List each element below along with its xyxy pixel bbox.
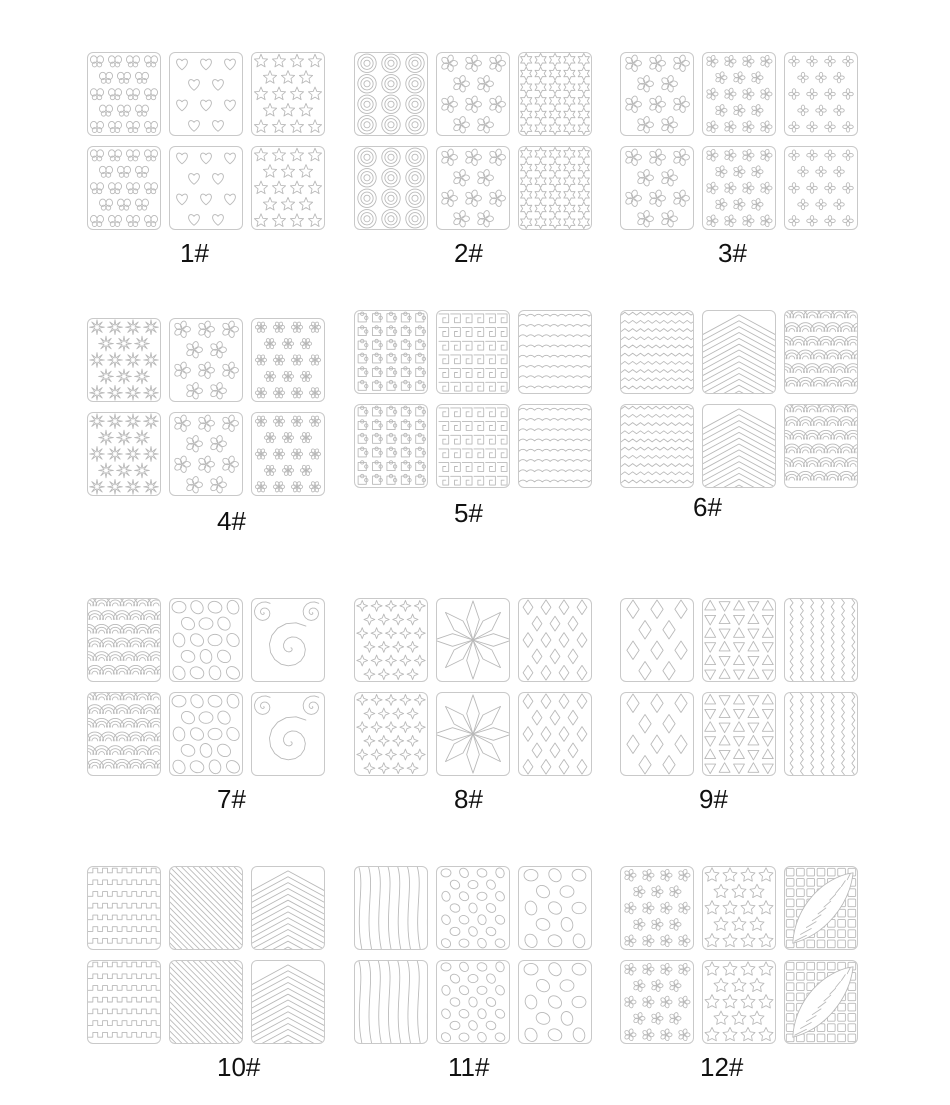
stencil-maple-leaves bbox=[702, 866, 776, 950]
leaf-pattern-icon bbox=[355, 599, 427, 681]
stencil-grid bbox=[620, 52, 860, 236]
star-pattern-icon bbox=[252, 147, 324, 229]
flower-pattern-icon bbox=[170, 319, 242, 401]
stencil-grid bbox=[354, 310, 594, 494]
stencil-diagonal-lines bbox=[169, 866, 243, 950]
chevron-pattern-icon bbox=[252, 961, 324, 1043]
triangle-pattern-icon bbox=[703, 693, 775, 775]
stencil-butterflies bbox=[87, 52, 161, 136]
stencil-floral-blobs bbox=[169, 598, 243, 682]
flower-pattern-icon bbox=[621, 147, 693, 229]
chevron-pattern-icon bbox=[703, 311, 775, 393]
stencil-floral-blobs bbox=[169, 692, 243, 776]
wood-grain-pattern-icon bbox=[355, 961, 427, 1043]
stencil-chevrons bbox=[251, 960, 325, 1044]
stencil-triangles bbox=[702, 598, 776, 682]
set-label: 8# bbox=[454, 784, 483, 814]
pebble-pattern-icon bbox=[519, 867, 591, 949]
stencil-hearts bbox=[169, 146, 243, 230]
set-label: 9# bbox=[699, 784, 728, 814]
stencil-circle-flowers bbox=[784, 52, 858, 136]
chevron-pattern-icon bbox=[252, 867, 324, 949]
stone-pattern-icon bbox=[437, 961, 509, 1043]
stencil-grid-leaf bbox=[784, 866, 858, 950]
stencil-puzzle bbox=[354, 404, 428, 488]
lattice-pattern-icon bbox=[519, 53, 591, 135]
flower-pattern-icon bbox=[437, 53, 509, 135]
floral-blob-pattern-icon bbox=[170, 693, 242, 775]
stencil-diamonds bbox=[518, 598, 592, 682]
stencil-roses bbox=[354, 146, 428, 230]
stencil-blossoms bbox=[620, 866, 694, 950]
stencil-steps bbox=[87, 960, 161, 1044]
daisy-pattern-icon bbox=[252, 319, 324, 401]
stencil-flowers bbox=[620, 52, 694, 136]
geometric-flower-pattern-icon bbox=[437, 693, 509, 775]
stencil-set-1[interactable] bbox=[87, 52, 337, 282]
stencil-set-6[interactable] bbox=[620, 310, 870, 540]
heart-pattern-icon bbox=[170, 147, 242, 229]
butterfly-pattern-icon bbox=[88, 53, 160, 135]
geometric-flower-pattern-icon bbox=[437, 599, 509, 681]
stencil-pebbles bbox=[518, 866, 592, 950]
set-label: 7# bbox=[217, 784, 246, 814]
stencil-seigaiha bbox=[87, 692, 161, 776]
stencil-set-11[interactable] bbox=[354, 866, 604, 1096]
stencil-leaves bbox=[354, 692, 428, 776]
stencil-greek-key bbox=[436, 310, 510, 394]
set-label: 12# bbox=[700, 1052, 744, 1082]
diamond-pattern-icon bbox=[519, 599, 591, 681]
stencil-lattice bbox=[518, 52, 592, 136]
stencil-snowflakes bbox=[87, 412, 161, 496]
flower-pattern-icon bbox=[170, 413, 242, 495]
wave-pattern-icon bbox=[519, 311, 591, 393]
snowflake-pattern-icon bbox=[88, 413, 160, 495]
stencil-diagonal-lines bbox=[169, 960, 243, 1044]
stencil-set-3[interactable] bbox=[620, 52, 870, 282]
zigzag-block-pattern-icon bbox=[621, 311, 693, 393]
daisy-pattern-icon bbox=[252, 413, 324, 495]
maple-leaf-pattern-icon bbox=[703, 961, 775, 1043]
zigzag-pattern-icon bbox=[785, 599, 857, 681]
heart-pattern-icon bbox=[170, 53, 242, 135]
pebble-pattern-icon bbox=[519, 961, 591, 1043]
swirl-pattern-icon bbox=[252, 693, 324, 775]
stencil-grid bbox=[620, 598, 860, 782]
stencil-grid bbox=[87, 52, 327, 236]
stencil-zigzag bbox=[784, 598, 858, 682]
stencil-set-12[interactable] bbox=[620, 866, 870, 1096]
snowflake-pattern-icon bbox=[88, 319, 160, 401]
floral-blob-pattern-icon bbox=[170, 599, 242, 681]
stencil-greek-key bbox=[436, 404, 510, 488]
stencil-seigaiha bbox=[87, 598, 161, 682]
stencil-zigzag-blocks bbox=[620, 404, 694, 488]
stencil-puzzle bbox=[354, 310, 428, 394]
stencil-swirls bbox=[251, 692, 325, 776]
step-pattern-icon bbox=[88, 867, 160, 949]
set-label: 6# bbox=[693, 492, 722, 522]
stencil-wood-grain bbox=[354, 960, 428, 1044]
stencil-geometric-flower bbox=[436, 598, 510, 682]
stencil-flowers bbox=[620, 146, 694, 230]
stone-pattern-icon bbox=[437, 867, 509, 949]
stencil-stones bbox=[436, 866, 510, 950]
stencil-grid bbox=[87, 598, 327, 782]
grid-leaf-pattern-icon bbox=[785, 961, 857, 1043]
wood-grain-pattern-icon bbox=[355, 867, 427, 949]
flower-pattern-icon bbox=[437, 147, 509, 229]
circle-flower-pattern-icon bbox=[785, 147, 857, 229]
stencil-flowers bbox=[436, 52, 510, 136]
greek-key-pattern-icon bbox=[437, 311, 509, 393]
stencil-stones bbox=[436, 960, 510, 1044]
set-label: 4# bbox=[217, 506, 246, 536]
stencil-blossoms bbox=[702, 52, 776, 136]
stencil-grid bbox=[87, 318, 327, 502]
stencil-grid bbox=[354, 52, 594, 236]
stencil-triangles bbox=[702, 692, 776, 776]
zigzag-block-pattern-icon bbox=[621, 405, 693, 487]
stencil-grid-leaf bbox=[784, 960, 858, 1044]
stencil-daisies bbox=[251, 412, 325, 496]
stencil-zigzag bbox=[784, 692, 858, 776]
stencil-waves bbox=[518, 310, 592, 394]
stencil-set-10[interactable] bbox=[87, 866, 337, 1096]
diagonal-line-pattern-icon bbox=[170, 961, 242, 1043]
swirl-pattern-icon bbox=[252, 599, 324, 681]
blossom-pattern-icon bbox=[703, 147, 775, 229]
blossom-pattern-icon bbox=[621, 961, 693, 1043]
stencil-maple-leaves bbox=[702, 960, 776, 1044]
puzzle-pattern-icon bbox=[355, 405, 427, 487]
stencil-chevron bbox=[702, 310, 776, 394]
stencil-grid bbox=[620, 310, 860, 494]
stencil-set-8[interactable] bbox=[354, 598, 604, 828]
puzzle-pattern-icon bbox=[355, 311, 427, 393]
stencil-flowers bbox=[169, 318, 243, 402]
stencil-blossoms bbox=[620, 960, 694, 1044]
rose-pattern-icon bbox=[355, 53, 427, 135]
leaf-pattern-icon bbox=[355, 693, 427, 775]
stencil-scales bbox=[784, 404, 858, 488]
circle-flower-pattern-icon bbox=[785, 53, 857, 135]
diamond-pattern-icon bbox=[519, 693, 591, 775]
wave-pattern-icon bbox=[519, 405, 591, 487]
set-label: 10# bbox=[217, 1052, 261, 1082]
stencil-zigzag-blocks bbox=[620, 310, 694, 394]
diagonal-line-pattern-icon bbox=[170, 867, 242, 949]
set-label: 3# bbox=[718, 238, 747, 268]
stencil-set-9[interactable] bbox=[620, 598, 870, 828]
butterfly-pattern-icon bbox=[88, 147, 160, 229]
maple-leaf-pattern-icon bbox=[703, 867, 775, 949]
scale-pattern-icon bbox=[785, 405, 857, 487]
stencil-pebbles bbox=[518, 960, 592, 1044]
stencil-grid bbox=[354, 866, 594, 1050]
greek-key-pattern-icon bbox=[437, 405, 509, 487]
star-pattern-icon bbox=[252, 53, 324, 135]
zigzag-pattern-icon bbox=[785, 693, 857, 775]
set-label: 2# bbox=[454, 238, 483, 268]
stencil-set-2[interactable] bbox=[354, 52, 604, 282]
stencil-set-4[interactable] bbox=[87, 318, 337, 548]
blossom-pattern-icon bbox=[621, 867, 693, 949]
rose-pattern-icon bbox=[355, 147, 427, 229]
grid-leaf-pattern-icon bbox=[785, 867, 857, 949]
stencil-wood-grain bbox=[354, 866, 428, 950]
stencil-stars bbox=[251, 52, 325, 136]
argyle-pattern-icon bbox=[621, 693, 693, 775]
seigaiha-pattern-icon bbox=[88, 599, 160, 681]
stencil-grid bbox=[354, 598, 594, 782]
stencil-diamonds bbox=[518, 692, 592, 776]
stencil-circle-flowers bbox=[784, 146, 858, 230]
stencil-chevrons bbox=[251, 866, 325, 950]
stencil-chevron bbox=[702, 404, 776, 488]
blossom-pattern-icon bbox=[703, 53, 775, 135]
seigaiha-pattern-icon bbox=[88, 693, 160, 775]
set-label: 1# bbox=[180, 238, 209, 268]
stencil-stars bbox=[251, 146, 325, 230]
stencil-set-5[interactable] bbox=[354, 310, 604, 540]
stencil-hearts bbox=[169, 52, 243, 136]
stencil-geometric-flower bbox=[436, 692, 510, 776]
stencil-argyle bbox=[620, 598, 694, 682]
stencil-flowers bbox=[436, 146, 510, 230]
stencil-waves bbox=[518, 404, 592, 488]
stencil-set-7[interactable] bbox=[87, 598, 337, 828]
stencil-leaves bbox=[354, 598, 428, 682]
argyle-pattern-icon bbox=[621, 599, 693, 681]
stencil-grid bbox=[87, 866, 327, 1050]
stencil-blossoms bbox=[702, 146, 776, 230]
chevron-pattern-icon bbox=[703, 405, 775, 487]
stencil-swirls bbox=[251, 598, 325, 682]
stencil-scales bbox=[784, 310, 858, 394]
lattice-pattern-icon bbox=[519, 147, 591, 229]
stencil-steps bbox=[87, 866, 161, 950]
triangle-pattern-icon bbox=[703, 599, 775, 681]
flower-pattern-icon bbox=[621, 53, 693, 135]
set-label: 11# bbox=[448, 1052, 490, 1082]
stencil-grid bbox=[620, 866, 860, 1050]
stencil-flowers bbox=[169, 412, 243, 496]
set-label: 5# bbox=[454, 498, 483, 528]
stencil-daisies bbox=[251, 318, 325, 402]
stencil-lattice bbox=[518, 146, 592, 230]
stencil-snowflakes bbox=[87, 318, 161, 402]
stencil-argyle bbox=[620, 692, 694, 776]
step-pattern-icon bbox=[88, 961, 160, 1043]
stencil-butterflies bbox=[87, 146, 161, 230]
stencil-roses bbox=[354, 52, 428, 136]
scale-pattern-icon bbox=[785, 311, 857, 393]
